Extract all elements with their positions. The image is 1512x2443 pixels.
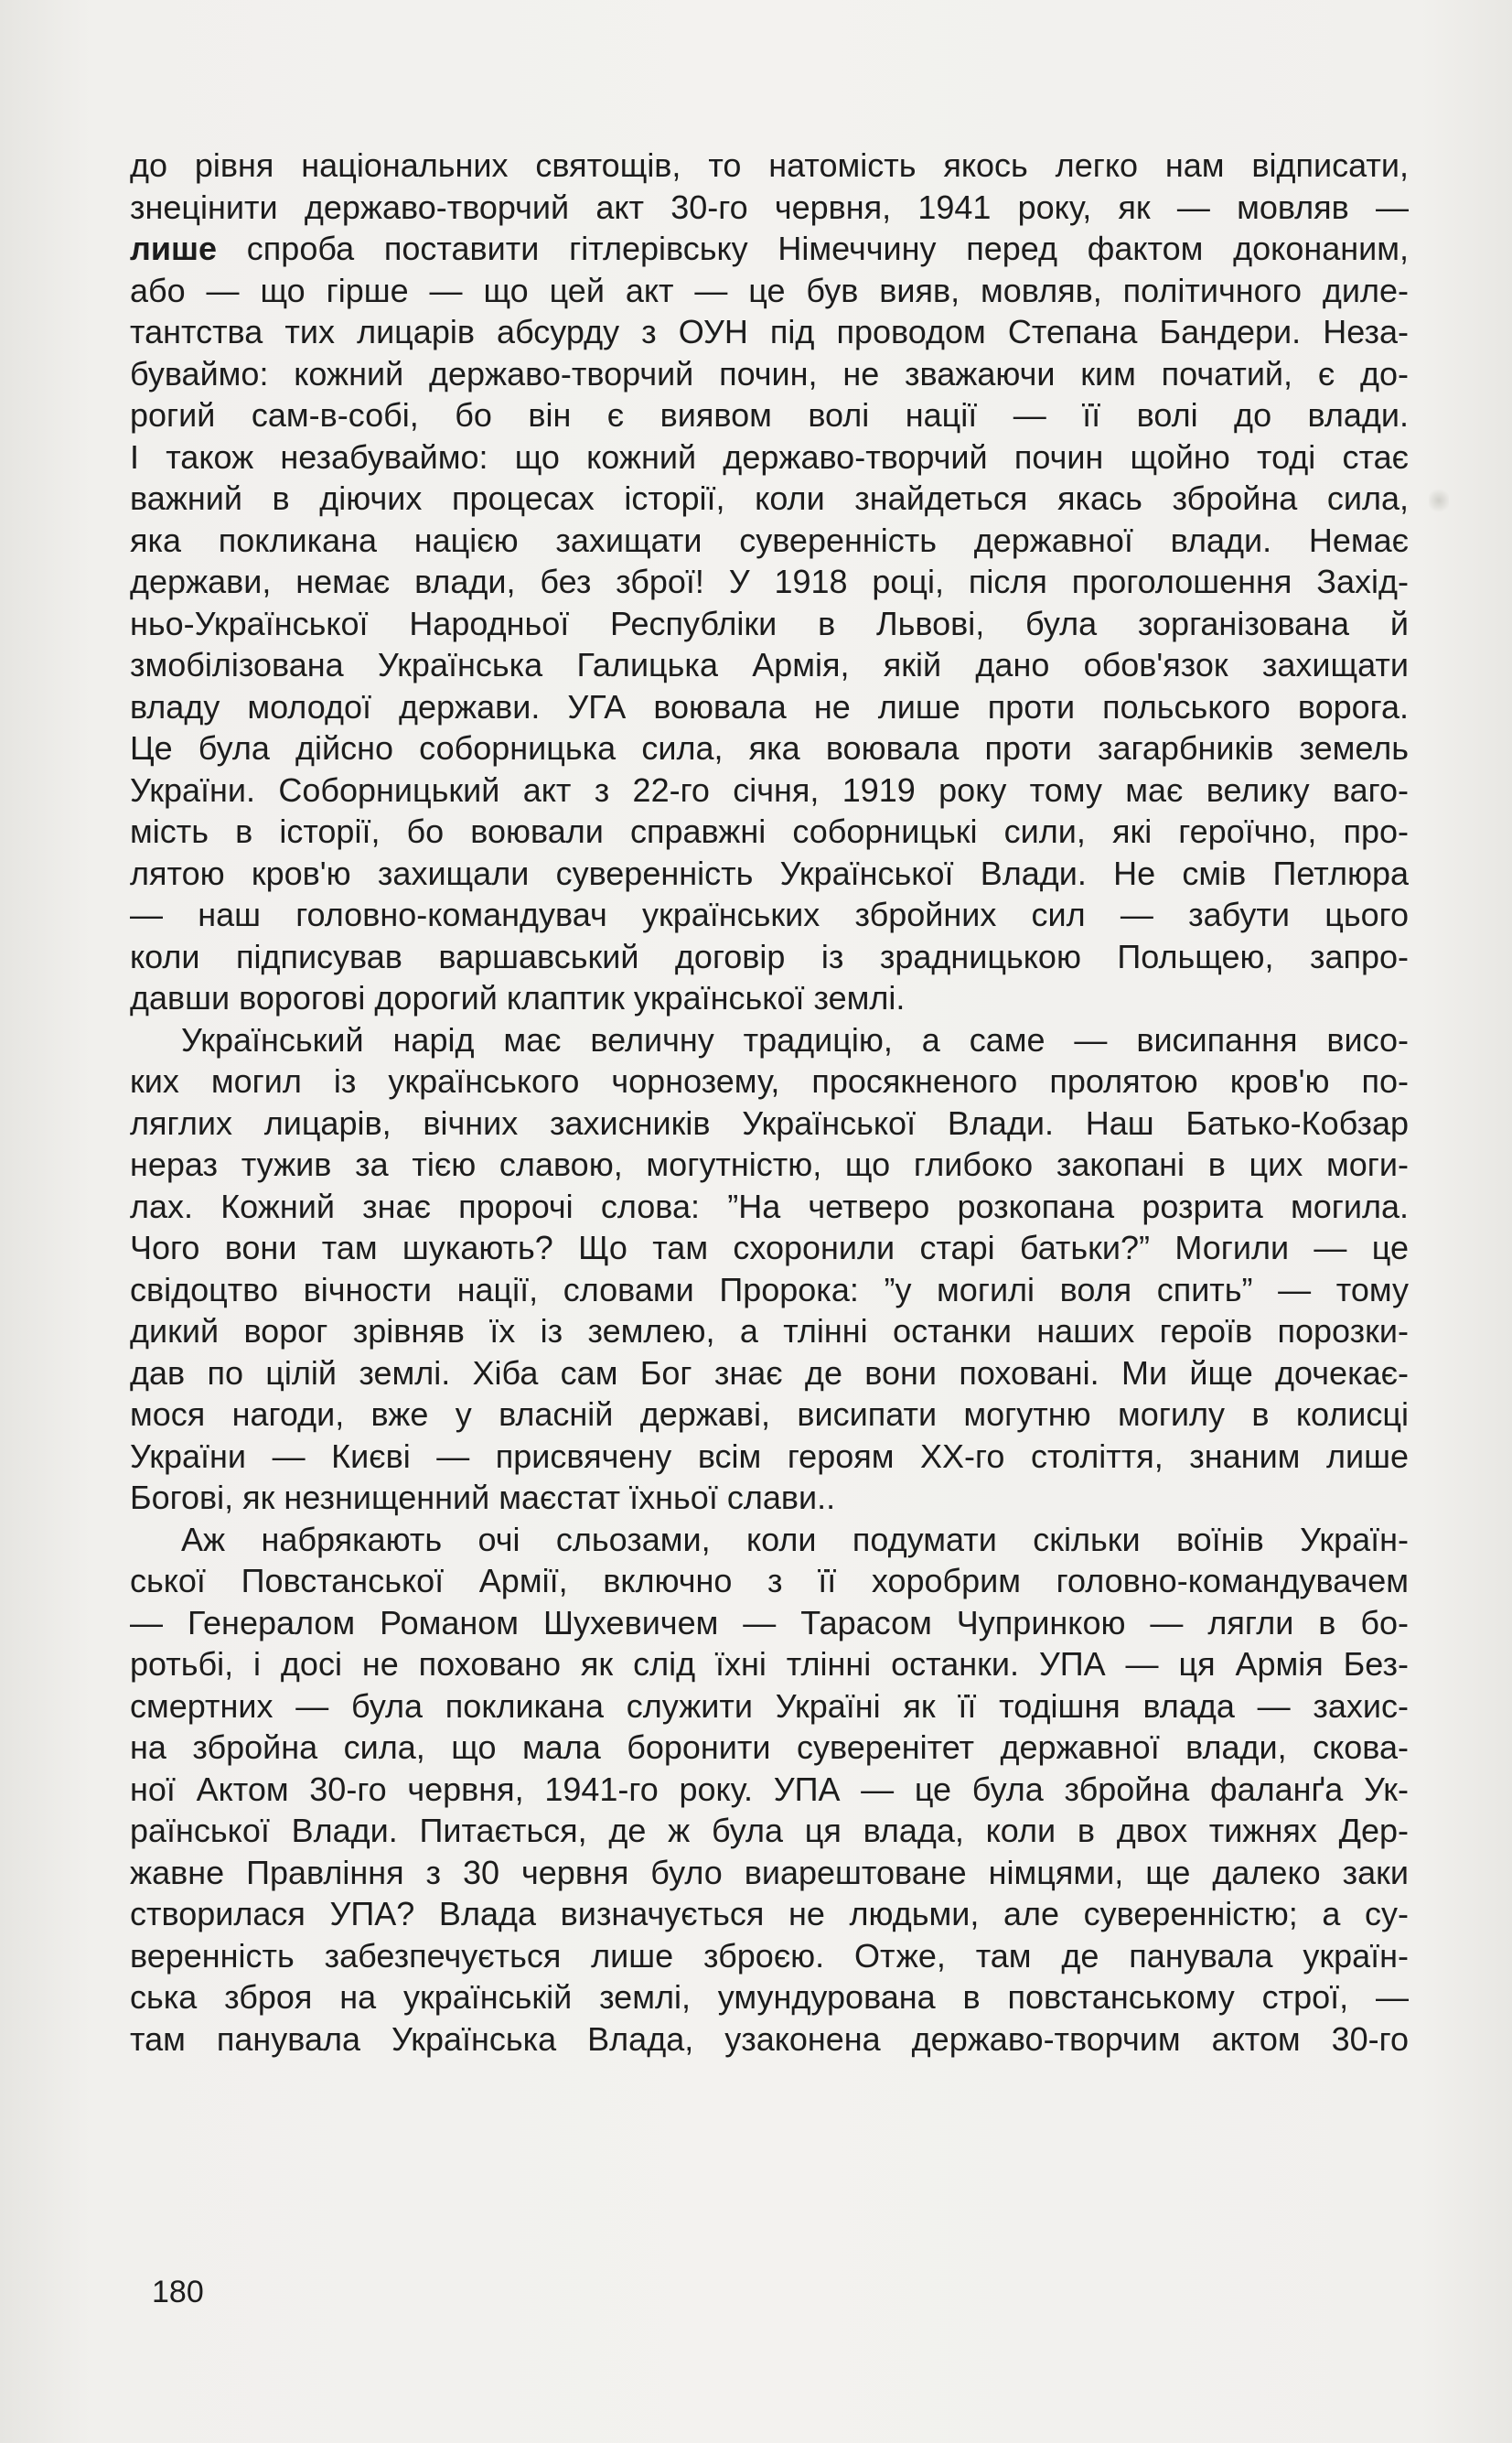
text-line: мося нагоди, вже у власній державі, висипати могутню могилу в колисці [130,1395,1409,1433]
text-line: мість в історії, бо воювали справжні соборницькі сили, які героїчно, про- [130,813,1409,850]
text-line: важний в діючих процесах історії, коли знайдеться якась збройна сила, [130,479,1409,517]
text-line: України — Києві — присвячену всім героям XX-го століття, знаним лише [130,1437,1409,1475]
text-line: раїнської Влади. Питається, де ж була ця влада, коли в двох тижнях Дер- [130,1812,1409,1849]
text-line: Чого вони там шукають? Що там схоронили старі батьки?” Могили — це [130,1229,1409,1266]
text-line: ляглих лицарів, вічних захисників Української Влади. Наш Батько-Кобзар [130,1103,1409,1142]
text-line: буваймо: кожний державо-творчий почин, не зважаючи ким початий, є до- [130,354,1409,393]
text-line-with-emphasis [130,228,1409,270]
text-line: ротьбі, і досі не поховано як слід їхні тлінні останки. УПА — ця Армія Без- [130,1645,1409,1683]
text-line: ньо-Української Народньої Республіки в Львові, була зорганізована й [130,604,1409,642]
text-line: — наш головно-командувач українських збройних сил — забути цього [130,896,1409,933]
text-line: Богові, як незнищенний маєстат їхньої слави.. [130,1479,836,1516]
emphasized-word: лише [130,230,218,267]
text-line: ної Актом 30-го червня, 1941-го року. УПА — це була збройна фаланґа Ук- [130,1770,1409,1808]
text-line: ська зброя на українській землі, умундурована в повстанському строї, — [130,1978,1409,2016]
text-line: дикий ворог зрівняв їх із землею, а тлінні останки наших героїв порозки- [130,1312,1409,1350]
text-line: тантства тих лицарів абсурду з ОУН під проводом Степана Бандери. Неза- [130,313,1409,350]
text-line: дав по цілій землі. Хіба сам Бог знає де вони поховані. Ми йще дочекає- [130,1353,1409,1392]
text-line: смертних — була покликана служити Україні як її тодішня влада — захис- [130,1686,1409,1725]
text-line: нераз тужив за тією славою, могутністю, що глибоко закопані в цих моги- [130,1146,1409,1183]
text-line: створилася УПА? Влада визначується не людьми, але суверенністю; а су- [130,1895,1409,1932]
text-line: рогий сам-в-собі, бо він є виявом волі нації — її волі до влади. [130,396,1409,434]
text-line: владу молодої держави. УГА воювала не лише проти польського ворога. [130,687,1409,726]
text-line: до рівня національних святощів, то натомість якось легко нам відписати, [130,146,1409,184]
text-line: на збройна сила, що мала боронити суверенітет державної влади, скова- [130,1728,1409,1766]
paper-speck [1429,487,1449,514]
text-line: яка покликана нацією захищати суверенність державної влади. Немає [130,521,1409,559]
text-line: або — що гірше — що цей акт — це був вияв, мовляв, політичного диле- [130,271,1409,309]
text-line: ких могил із українського чорнозему, просякненого пролятою кров'ю по- [130,1062,1409,1100]
text-line: знецінити державо-творчий акт 30-го червня, 1941 року, як — мовляв — [130,188,1409,226]
paragraph-start-line: Український нарід має величну традицію, а саме — висипання висо- [181,1020,1409,1059]
text-line: лах. Кожний знає пророчі слова: ”На четверо розкопана розрита могила. [130,1187,1409,1225]
text-line-rest: спроба поставити гітлерівську Німеччину перед фактом доконаним, [246,230,1409,267]
text-line: І також незабуваймо: що кожний державо-творчий почин щойно тоді стає [130,437,1409,476]
text-line: коли підписував варшавський договір із зрадницькою Польщею, запро- [130,937,1409,975]
paragraph-start-line: Аж набрякають очі сльозами, коли подумати скільки воїнів Україн- [181,1520,1409,1558]
text-line: Це була дійсно соборницька сила, яка воювала проти загарбників земель [130,729,1409,767]
text-line: жавне Правління з 30 червня було виарештоване німцями, ще далеко заки [130,1853,1409,1891]
text-line: лятою кров'ю захищали суверенність Української Влади. Не смів Петлюра [130,854,1409,892]
text-line: там панувала Українська Влада, узаконена державо-творчим актом 30-го [130,2019,1409,2058]
text-line: веренність забезпечується лише зброєю. Отже, там де панувала україн- [130,1936,1409,1975]
text-line: змобілізована Українська Галицька Армія, якій дано обов'язок захищати [130,646,1409,683]
text-line: давши ворогові дорогий клаптик української землі. [130,979,906,1017]
text-line: держави, немає влади, без зброї! У 1918 році, після проголошення Захід- [130,563,1409,600]
text-line: — Генералом Романом Шухевичем — Тарасом Чупринкою — лягли в бо- [130,1603,1409,1641]
text-line: свідоцтво вічности нації, словами Пророка: ”у могилі воля спить” — тому [130,1270,1409,1308]
text-line: ської Повстанської Армії, включно з її хоробрим головно-командувачем [130,1562,1409,1599]
page-number: 180 [152,2275,204,2309]
text-line: України. Соборницький акт з 22-го січня, 1919 року тому має велику ваго- [130,770,1409,809]
body-text [130,145,1409,2060]
